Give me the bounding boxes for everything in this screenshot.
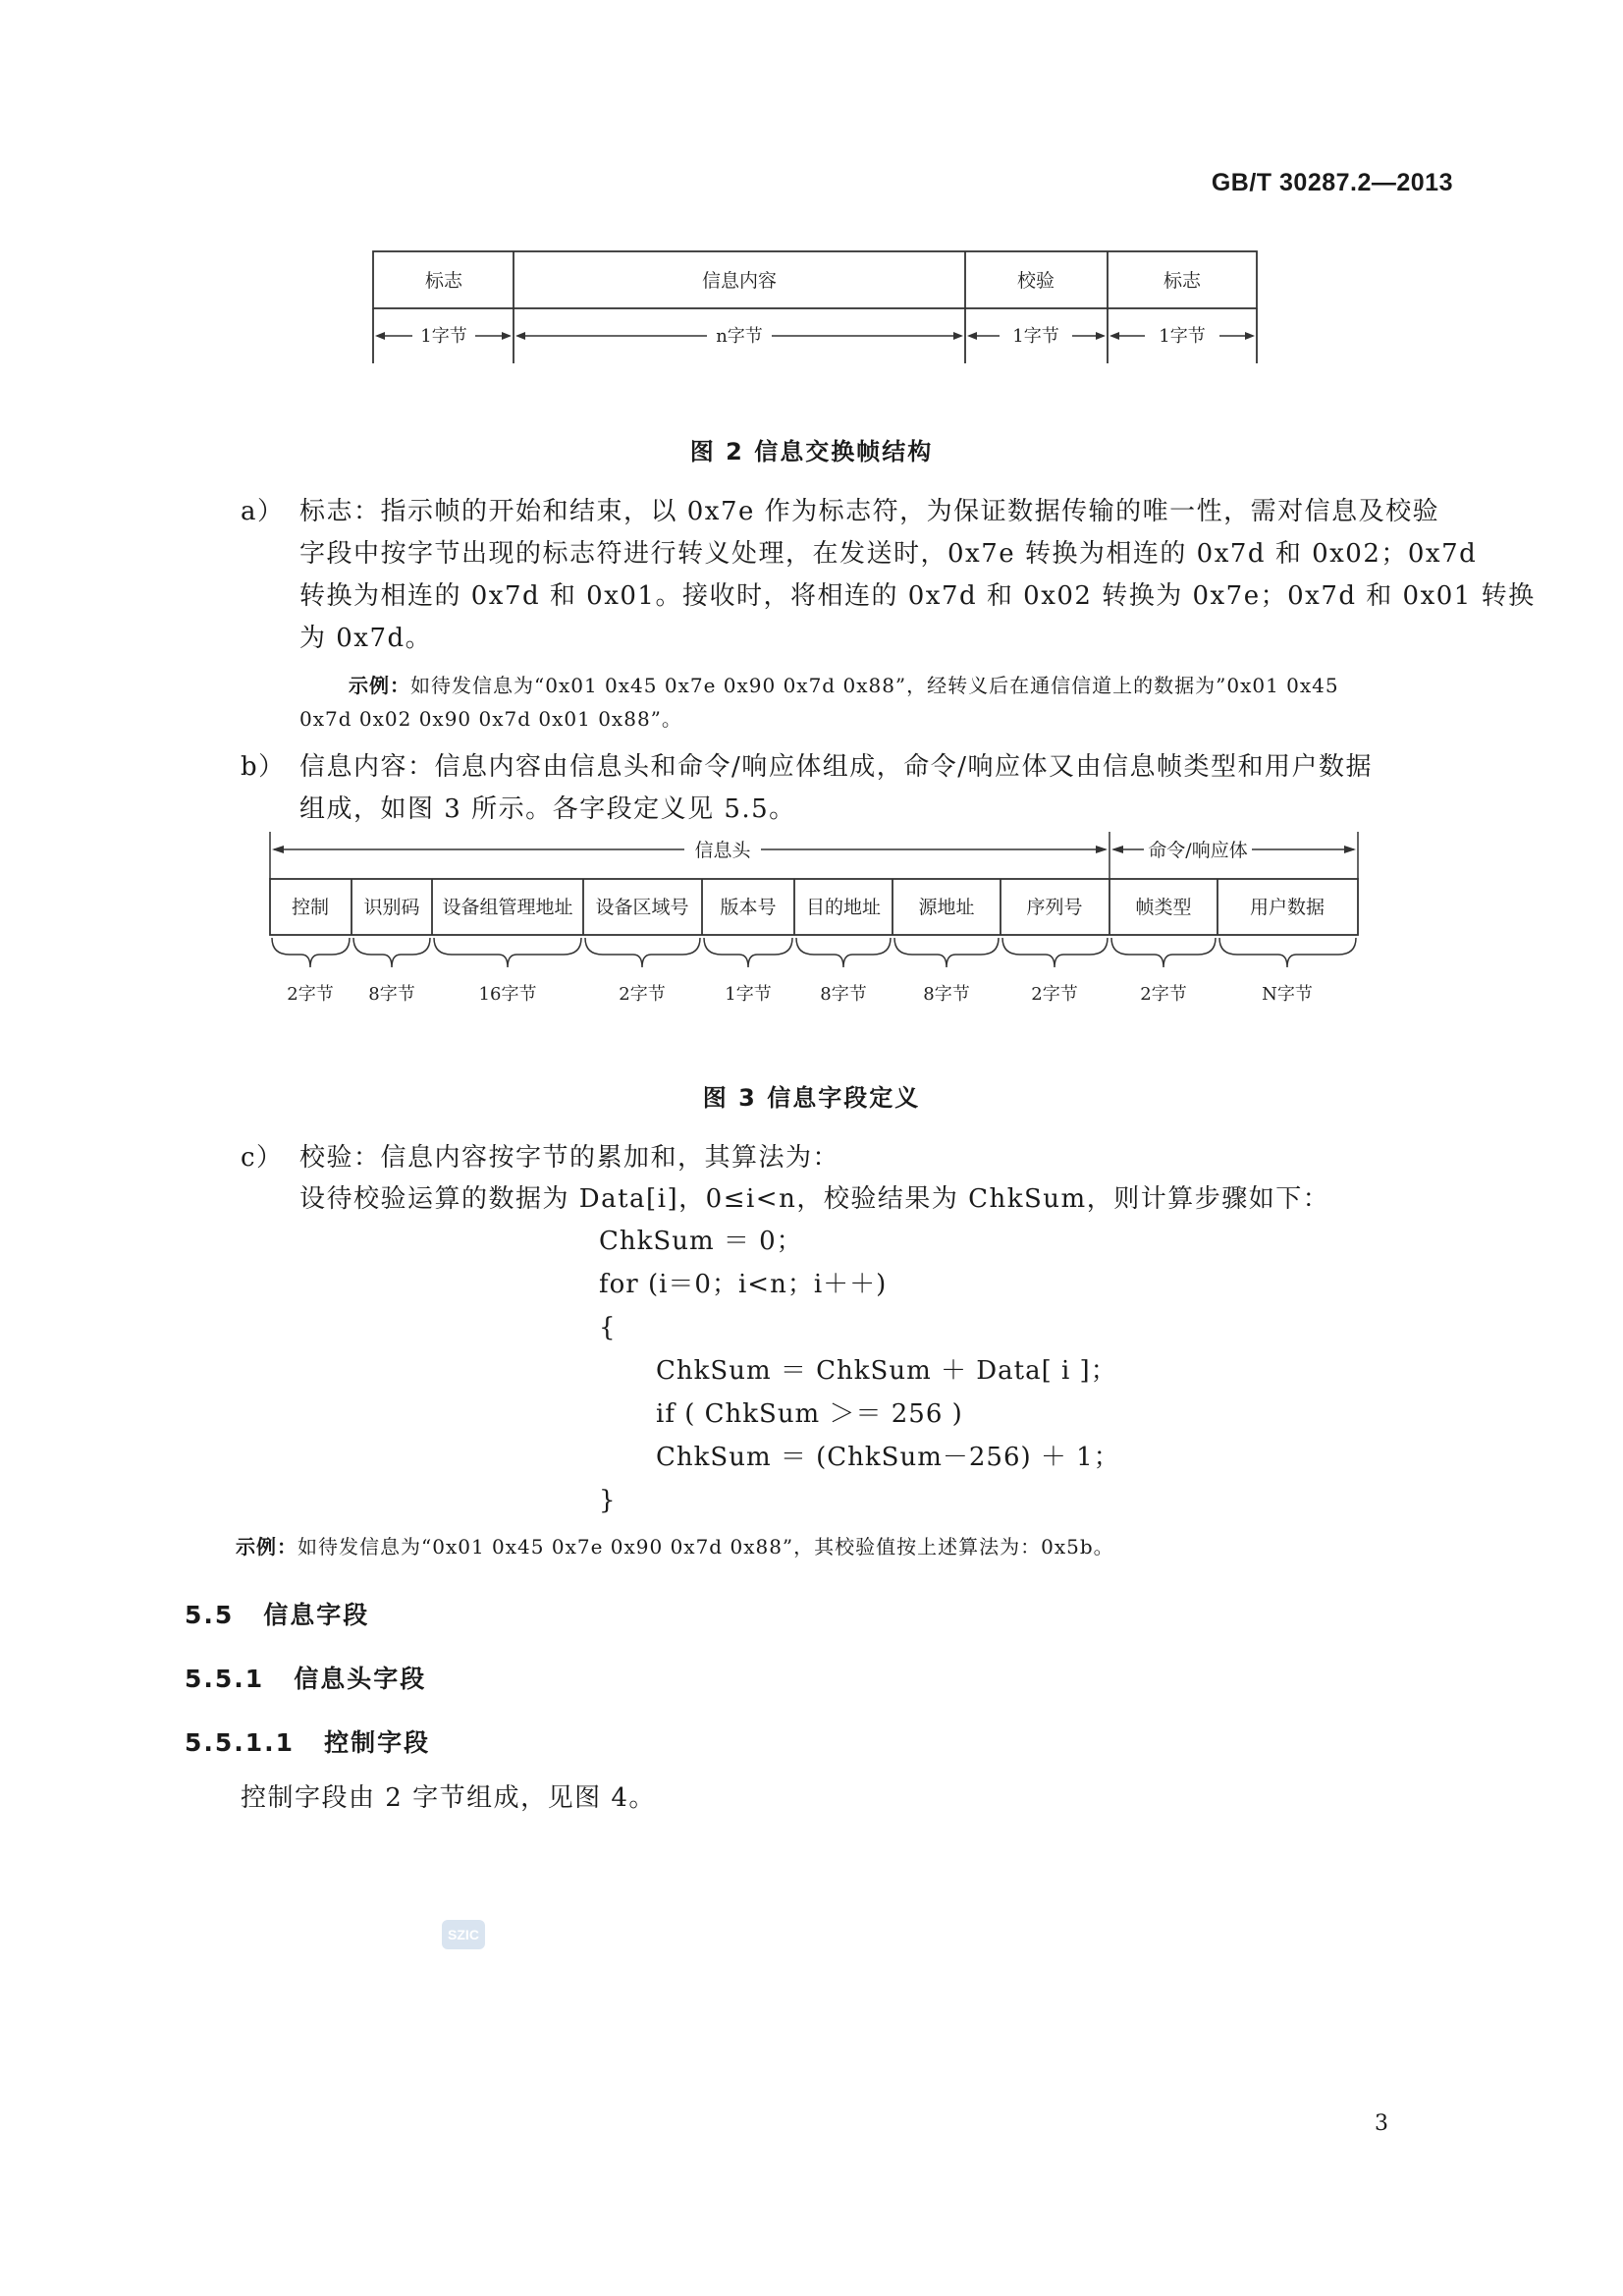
example-text: 如待发信息为“0x01 0x45 0x7e 0x90 0x7d 0x88”，其校验值按上述算法为：0x5b。	[298, 1535, 1114, 1558]
fig2-size-flag-start: 1字节	[420, 326, 467, 347]
fig3-field-user-data: 用户数据	[1249, 897, 1325, 918]
control-field-paragraph: 控制字段由 2 字节组成，见图 4。	[241, 1783, 656, 1813]
fig3-size-version: 1字节	[725, 984, 772, 1005]
fig3-field-frame-type: 帧类型	[1135, 897, 1192, 918]
item-b-text	[299, 746, 1373, 831]
fig3-field-group-mgmt-addr: 设备组管理地址	[442, 897, 573, 918]
fig3-field-area-no: 设备区域号	[595, 897, 689, 918]
item-a-line: 为 0x7d。	[299, 624, 433, 653]
watermark-logo: SZIC	[442, 1920, 485, 1949]
fig3-size-control: 2字节	[287, 984, 334, 1005]
figure-3-field-definition	[260, 830, 1370, 1026]
item-c-line1: 校验：信息内容按字节的累加和，其算法为：	[299, 1143, 840, 1173]
fig3-group-header: 信息头	[694, 840, 751, 861]
item-b-line: 信息内容：信息内容由信息头和命令/响应体组成，命令/响应体又由信息帧类型和用户数据	[299, 752, 1374, 782]
section-title: 信息字段	[263, 1601, 370, 1629]
code-line: {	[599, 1313, 617, 1342]
section-5-5-1-1-heading	[185, 1723, 430, 1759]
figure-2-frame-structure	[363, 246, 1286, 373]
code-line: ChkSum ＝ 0；	[599, 1227, 803, 1256]
section-5-5-heading	[185, 1596, 369, 1631]
item-b-marker: b）	[241, 752, 286, 782]
item-a-line: 标志：指示帧的开始和结束，以 0x7e 作为标志符，为保证数据传输的唯一性，需对信息及校验	[299, 497, 1440, 526]
fig3-field-control: 控制	[291, 897, 330, 918]
fig2-field-info-content: 信息内容	[701, 270, 778, 292]
code-line: if ( ChkSum ＞＝ 256 )	[656, 1399, 963, 1429]
figure-3-caption: 图 3 信息字段定义	[702, 1084, 921, 1112]
code-line: ChkSum ＝ (ChkSum－256) ＋ 1；	[656, 1443, 1120, 1472]
item-a-marker: a）	[241, 497, 285, 526]
item-a-example-cont: 0x7d 0x02 0x90 0x7d 0x01 0x88”。	[299, 707, 682, 731]
item-a-text	[299, 491, 1536, 660]
fig2-size-checksum: 1字节	[1012, 326, 1059, 347]
example-label: 示例：	[236, 1535, 298, 1558]
checksum-code-block	[599, 1220, 1120, 1522]
item-a-line: 转换为相连的 0x7d 和 0x01。接收时，将相连的 0x7d 和 0x02 转换为 0x7e；0x7d 和 0x01 转换	[299, 581, 1536, 611]
fig3-size-src-addr: 8字节	[923, 984, 970, 1005]
code-line: ChkSum ＝ ChkSum ＋ Data[ i ]；	[656, 1356, 1117, 1386]
code-line: }	[599, 1486, 617, 1515]
item-c-example	[236, 1530, 1114, 1563]
fig2-size-info-content: n字节	[716, 326, 763, 347]
section-title: 控制字段	[324, 1728, 431, 1757]
page-number: 3	[1375, 2111, 1388, 2136]
fig3-field-id-code: 识别码	[363, 897, 420, 918]
fig3-field-dest-addr: 目的地址	[805, 897, 882, 918]
item-c-marker: c）	[241, 1143, 284, 1173]
item-a-example	[349, 669, 1339, 702]
section-number: 5.5	[185, 1601, 235, 1629]
fig3-size-id-code: 8字节	[368, 984, 415, 1005]
example-label: 示例：	[349, 674, 410, 697]
fig3-size-frame-type: 2字节	[1140, 984, 1187, 1005]
standard-number: GB/T 30287.2—2013	[1211, 169, 1453, 196]
fig3-size-dest-addr: 8字节	[820, 984, 867, 1005]
fig3-size-area-no: 2字节	[619, 984, 666, 1005]
fig2-field-flag-end: 标志	[1163, 270, 1202, 292]
example-text: 如待发信息为“0x01 0x45 0x7e 0x90 0x7d 0x88”，经转义后在通信信道上的数据为”0x01 0x45	[410, 674, 1339, 697]
section-number: 5.5.1	[185, 1665, 265, 1693]
fig3-field-seq-no: 序列号	[1026, 897, 1083, 918]
section-number: 5.5.1.1	[185, 1728, 296, 1757]
item-b-line: 组成，如图 3 所示。各字段定义见 5.5。	[299, 794, 796, 824]
fig3-field-src-addr: 源地址	[918, 897, 975, 918]
fig3-group-body: 命令/响应体	[1148, 840, 1248, 861]
item-a-line: 字段中按字节出现的标志符进行转义处理，在发送时，0x7e 转换为相连的 0x7d 和 0x02；0x7d	[299, 539, 1478, 569]
fig2-field-flag-start: 标志	[424, 270, 463, 292]
code-line: for (i＝0；i<n；i＋＋)	[599, 1270, 888, 1299]
fig3-size-group-mgmt-addr: 16字节	[478, 984, 537, 1005]
fig3-size-user-data: N字节	[1262, 984, 1313, 1005]
section-title: 信息头字段	[294, 1665, 427, 1693]
fig3-field-version: 版本号	[720, 897, 777, 918]
section-5-5-1-heading	[185, 1660, 426, 1695]
fig2-field-checksum: 校验	[1016, 270, 1055, 292]
figure-2-caption: 图 2 信息交换帧结构	[689, 438, 934, 465]
fig3-size-seq-no: 2字节	[1031, 984, 1078, 1005]
item-c-line2: 设待校验运算的数据为 Data[i]，0≤i<n，校验结果为 ChkSum，则计算步骤如下：	[299, 1184, 1330, 1214]
fig2-size-flag-end: 1字节	[1159, 326, 1206, 347]
